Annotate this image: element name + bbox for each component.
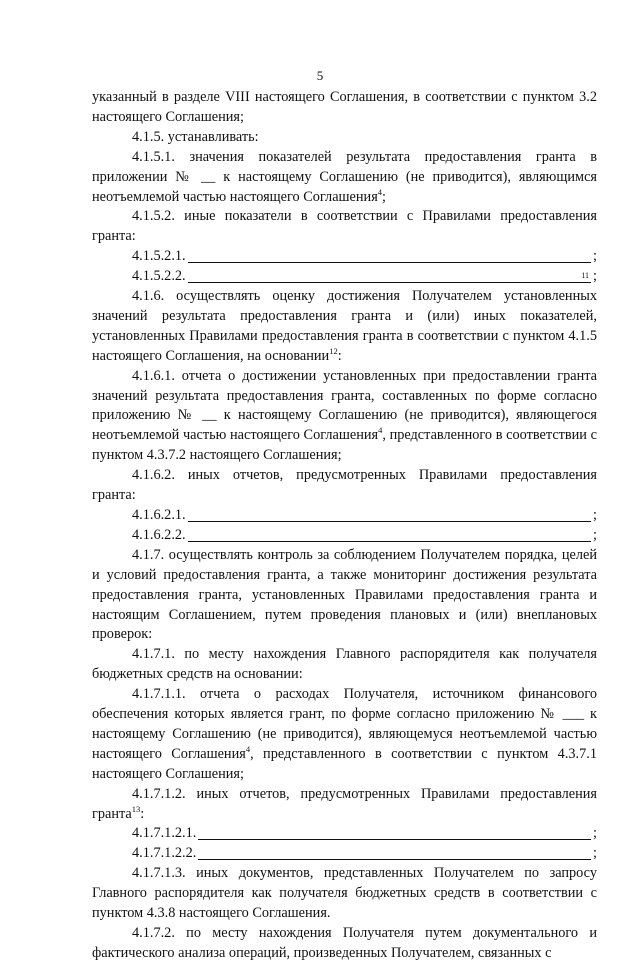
fill-line-4-1-5-2-2	[92, 267, 597, 287]
clause-4-1-6-2: 4.1.6.2. иных отчетов, предусмотренных Правилами предоставления гранта:	[92, 467, 597, 504]
footnote-ref: 4	[377, 186, 383, 197]
clause-4-1-7-1-1	[92, 685, 597, 785]
fill-line-number: 4.1.5.2.1.	[132, 248, 186, 265]
footnote-ref: 4	[245, 744, 251, 755]
clause-4-1-7-1: 4.1.7.1. по месту нахождения Главного распорядителя как получателя бюджетных средств на основании:	[92, 646, 597, 683]
clause-4-1-7-2: 4.1.7.2. по месту нахождения Получателя путем документального и фактического анализа операций, произведенных Получателем, связанных с	[92, 924, 597, 961]
page-number: 5	[316, 68, 324, 83]
fill-line-end: ;	[593, 845, 597, 862]
fill-line-4-1-7-1-2-2	[92, 844, 597, 864]
fill-line-end: ;	[593, 825, 597, 842]
blank-line	[188, 262, 591, 263]
clause-4-1-5-2: 4.1.5.2. иные показатели в соответствии с Правилами предоставления гранта:	[92, 208, 597, 245]
clause-4-1-6-1	[92, 367, 597, 467]
fill-line-number: 4.1.6.2.2.	[132, 526, 186, 543]
blank-line	[188, 521, 591, 522]
clause-4-1-7: 4.1.7. осуществлять контроль за соблюдением Получателем порядка, целей и условий предоставления гранта, а также мониторинг достижения результата предоставления гранта, установленных Правилами предоставления гранта и настоящим Соглашением, путем проведения плановых и (или) внеплановых проверок:	[92, 546, 597, 643]
fill-line-number: 4.1.5.2.2.	[132, 268, 186, 285]
clause-4-1-7-1-2	[92, 785, 597, 825]
clause-text: 4.1.6.1. отчета о достижении установленных при предоставлении гранта значений результата предоставления гранта, составленных по форме согласно приложению № __ к настоящему Соглашению (не приводится), являющегося неотъемлемой частью настоящего Соглашения	[92, 367, 597, 444]
clause-4-1-5: 4.1.5. устанавливать:	[132, 128, 259, 145]
clause-tail: ;	[382, 188, 387, 205]
footnote-ref: 12	[329, 345, 338, 356]
clause-text: 4.1.6. осуществлять оценку достижения Получателем установленных значений результата предоставления гранта и (или) иных показателей, установленных Правилами предоставления гранта в соответствии с пунктом 4.1.5 настоящего Соглашения, на основании	[92, 288, 597, 364]
fill-line-end: ;	[593, 268, 597, 285]
footnote-ref: 4	[378, 425, 383, 436]
blank-line	[188, 271, 591, 283]
paragraph-continuation: указанный в разделе VIII настоящего Соглашения, в соответствии с пунктом 3.2 настоящего Соглашения;	[92, 89, 597, 125]
fill-line-number: 4.1.7.1.2.1.	[132, 825, 197, 842]
clause-tail: :	[337, 347, 342, 364]
clause-text: 4.1.7.1.1. отчета о расходах Получателя, источником финансового обеспечения которых является грант, по форме согласно приложению № ___ к настоящему Соглашению (не приводится), являющемуся неотъемлемой частью настоящего Соглашения	[92, 686, 597, 762]
clause-4-1-7-1-3: 4.1.7.1.3. иных документов, представленных Получателем по запросу Главного распорядителя как получателя бюджетных средств в соответствии с пунктом 4.3.8 настоящего Соглашения.	[92, 865, 597, 922]
clause-text: 4.1.5.1. значения показателей результата предоставления гранта в приложении № __ к настоящему Соглашению (не приводится), являющимся неотъемлемой частью настоящего Соглашения	[92, 148, 597, 205]
fill-line-4-1-6-2-1	[92, 506, 597, 526]
clause-4-1-5-1	[92, 148, 597, 208]
clause-tail: :	[140, 805, 145, 822]
fill-line-end: ;	[593, 248, 597, 265]
fill-line-number: 4.1.7.1.2.2.	[132, 845, 197, 862]
fill-line-4-1-6-2-2	[92, 526, 597, 546]
clause-4-1-6	[92, 287, 597, 367]
document-body	[92, 88, 597, 964]
clause-tail: , представленного в соответствии с пунктом 4.3.7.1 настоящего Соглашения;	[92, 745, 597, 782]
fill-line-4-1-5-2-1	[92, 247, 597, 267]
fill-line-number: 4.1.6.2.1.	[132, 506, 186, 523]
fill-line-4-1-7-1-2-1	[92, 824, 597, 844]
blank-line	[198, 839, 591, 840]
footnote-ref: 13	[131, 803, 141, 814]
fill-line-end: ;	[593, 526, 597, 543]
blank-line	[188, 541, 591, 542]
footnote-ref: 11	[581, 271, 590, 281]
clause-text: 4.1.7.1.2. иных отчетов, предусмотренных Правилами предоставления гранта	[92, 785, 597, 822]
fill-line-end: ;	[593, 506, 597, 523]
blank-line	[198, 859, 591, 860]
clause-tail: , представленного в соответствии с пунктом 4.3.7.2 настоящего Соглашения;	[92, 427, 597, 464]
